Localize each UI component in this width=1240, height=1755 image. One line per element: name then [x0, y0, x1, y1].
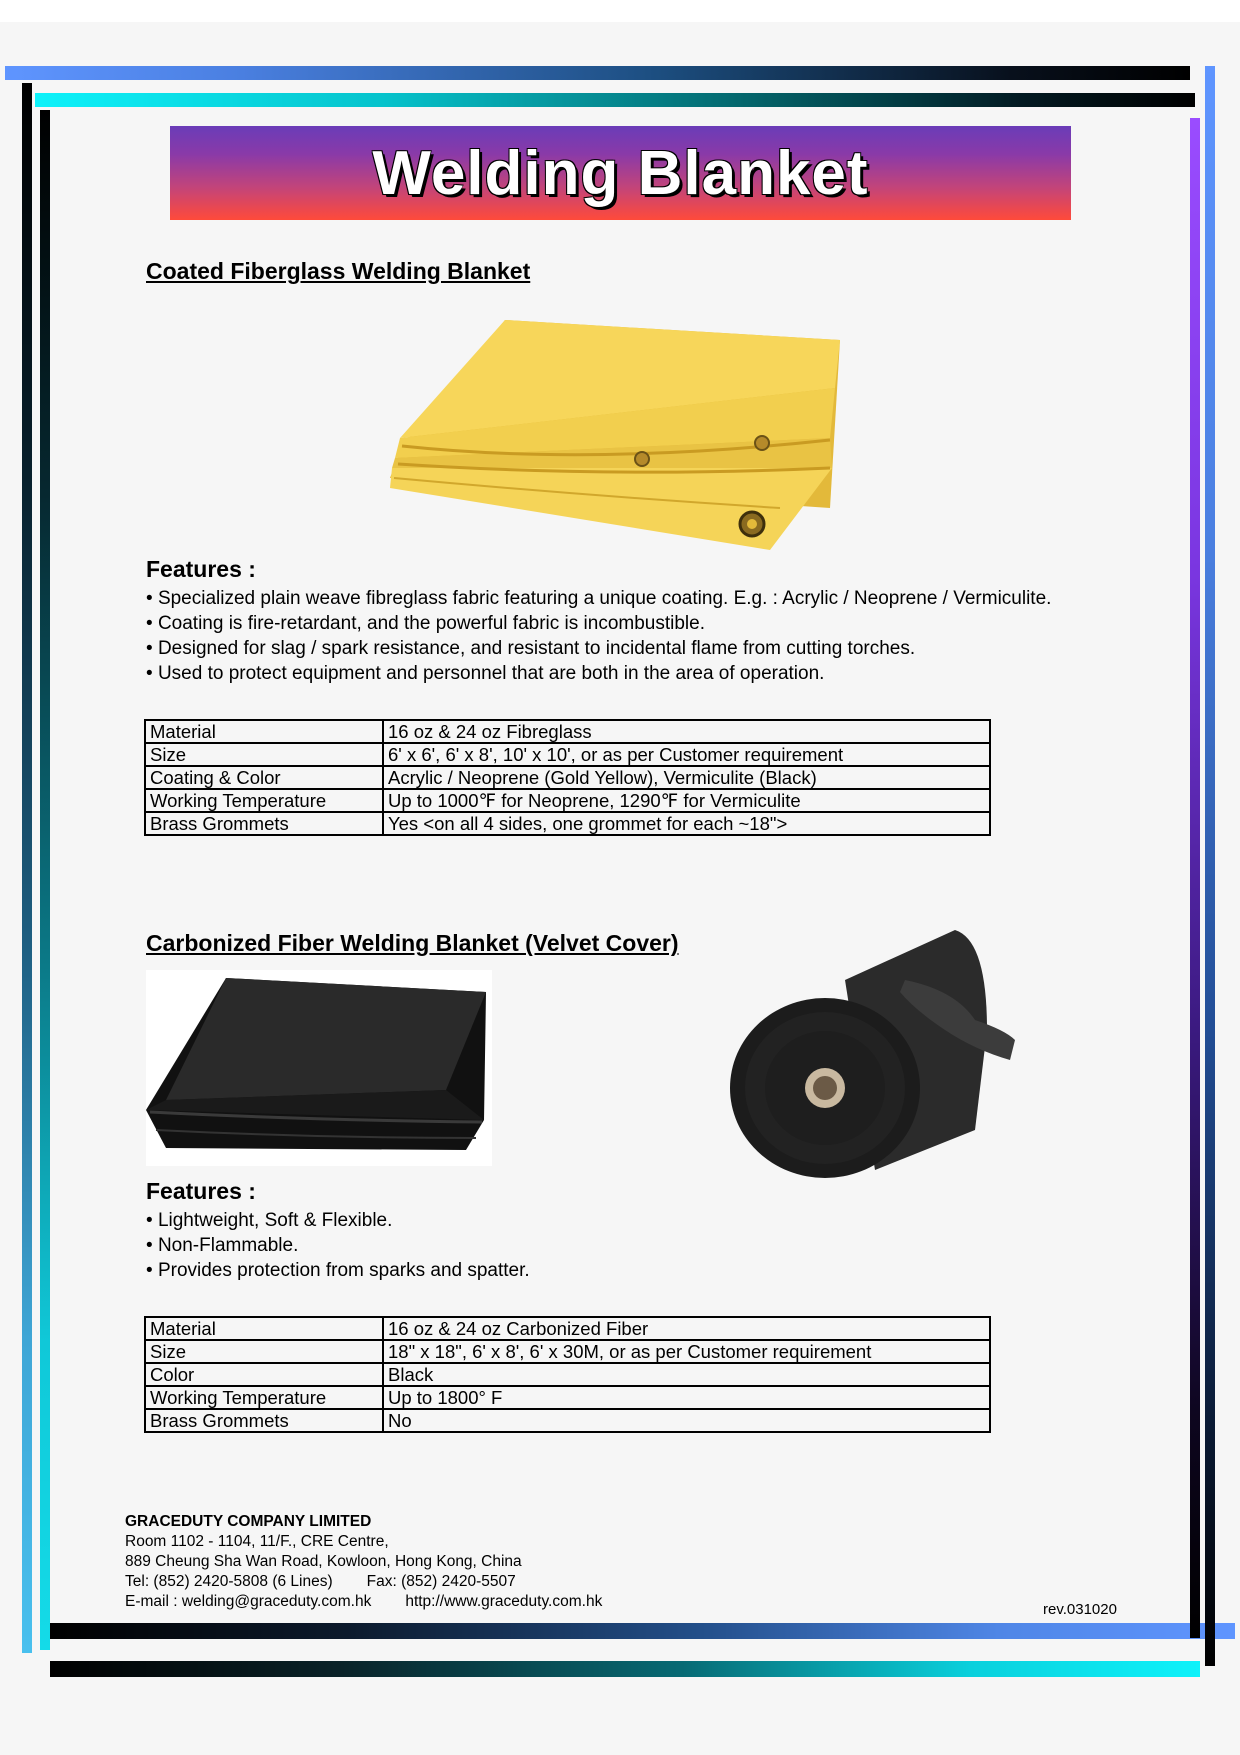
section1-features-list: [146, 586, 1051, 686]
spec-label: Material: [145, 1317, 383, 1340]
list-item: • Used to protect equipment and personnel that are both in the area of operation.: [146, 661, 1051, 686]
table-row: [145, 1317, 990, 1340]
website-link[interactable]: http://www.graceduty.com.hk: [405, 1593, 603, 1610]
table-row: [145, 1409, 990, 1432]
spec-value: 16 oz & 24 oz Fibreglass: [383, 720, 990, 743]
section2-features-list: [146, 1208, 530, 1283]
spec-label: Size: [145, 743, 383, 766]
table-row: [145, 789, 990, 812]
spec-label: Size: [145, 1340, 383, 1363]
frame-bar-left-outer: [22, 83, 32, 1653]
spec-label: Material: [145, 720, 383, 743]
address-line-2: 889 Cheung Sha Wan Road, Kowloon, Hong Kong, China: [125, 1553, 522, 1570]
table-row: [145, 720, 990, 743]
page-title: Welding Blanket: [372, 138, 869, 208]
contact-web-line: [125, 1592, 602, 1612]
table-row: [145, 766, 990, 789]
spec-label: Color: [145, 1363, 383, 1386]
section2-features-heading: Features :: [146, 1178, 256, 1204]
section1-heading: Coated Fiberglass Welding Blanket: [146, 258, 531, 284]
company-name: GRACEDUTY COMPANY LIMITED: [125, 1513, 372, 1530]
fax-text: Fax: (852) 2420-5507: [366, 1573, 516, 1590]
table-row: [145, 1340, 990, 1363]
frame-bar-right-inner: [1190, 118, 1200, 1638]
list-item: • Specialized plain weave fibreglass fabric featuring a unique coating. E.g. : Acrylic / Neoprene / Vermiculite.: [146, 586, 1051, 611]
spec-value: Yes <on all 4 sides, one grommet for each ~18">: [383, 812, 990, 835]
tel-text: Tel: (852) 2420-5808 (6 Lines): [125, 1573, 333, 1590]
list-item: • Non-Flammable.: [146, 1233, 530, 1258]
list-item: • Designed for slag / spark resistance, and resistant to incidental flame from cutting torches.: [146, 636, 1051, 661]
spec-value: No: [383, 1409, 990, 1432]
frame-bar-bottom-inner: [50, 1623, 1235, 1639]
spec-value: 18" x 18", 6' x 8', 6' x 30M, or as per Customer requirement: [383, 1340, 990, 1363]
frame-bar-left-inner: [40, 110, 50, 1650]
spec-label: Working Temperature: [145, 1386, 383, 1409]
spec-value: Black: [383, 1363, 990, 1386]
list-item: • Lightweight, Soft & Flexible.: [146, 1208, 530, 1233]
table-row: [145, 1363, 990, 1386]
section2-spec-table: [144, 1316, 991, 1433]
frame-bar-bottom-outer: [50, 1661, 1200, 1677]
spec-label: Coating & Color: [145, 766, 383, 789]
black-roll-image: [725, 920, 1015, 1182]
section1-spec-table: [144, 719, 991, 836]
table-row: [145, 1386, 990, 1409]
list-item: • Coating is fire-retardant, and the powerful fabric is incombustible.: [146, 611, 1051, 636]
table-row: [145, 743, 990, 766]
frame-bar-top-inner: [35, 93, 1195, 107]
spec-value: Acrylic / Neoprene (Gold Yellow), Vermiculite (Black): [383, 766, 990, 789]
address-line-1: Room 1102 - 1104, 11/F., CRE Centre,: [125, 1533, 389, 1550]
list-item: • Provides protection from sparks and spatter.: [146, 1258, 530, 1283]
black-blanket-image: [146, 970, 492, 1166]
section1-features-heading: Features :: [146, 556, 256, 582]
table-row: [145, 812, 990, 835]
spec-label: Brass Grommets: [145, 812, 383, 835]
revision-label: rev.031020: [1043, 1601, 1117, 1618]
frame-bar-top-outer: [5, 66, 1190, 80]
title-banner: [170, 126, 1071, 220]
section2-heading: Carbonized Fiber Welding Blanket (Velvet Cover): [146, 930, 679, 956]
spec-value: 6' x 6', 6' x 8', 10' x 10', or as per Customer requirement: [383, 743, 990, 766]
spec-value: Up to 1800° F: [383, 1386, 990, 1409]
yellow-blanket-image: [390, 318, 845, 550]
frame-bar-right-outer: [1205, 66, 1215, 1666]
spec-value: Up to 1000℉ for Neoprene, 1290℉ for Vermiculite: [383, 789, 990, 812]
company-footer: [125, 1512, 602, 1612]
email-link[interactable]: E-mail : welding@graceduty.com.hk: [125, 1593, 372, 1610]
spec-label: Working Temperature: [145, 789, 383, 812]
contact-phone-line: [125, 1572, 602, 1592]
spec-label: Brass Grommets: [145, 1409, 383, 1432]
spec-value: 16 oz & 24 oz Carbonized Fiber: [383, 1317, 990, 1340]
